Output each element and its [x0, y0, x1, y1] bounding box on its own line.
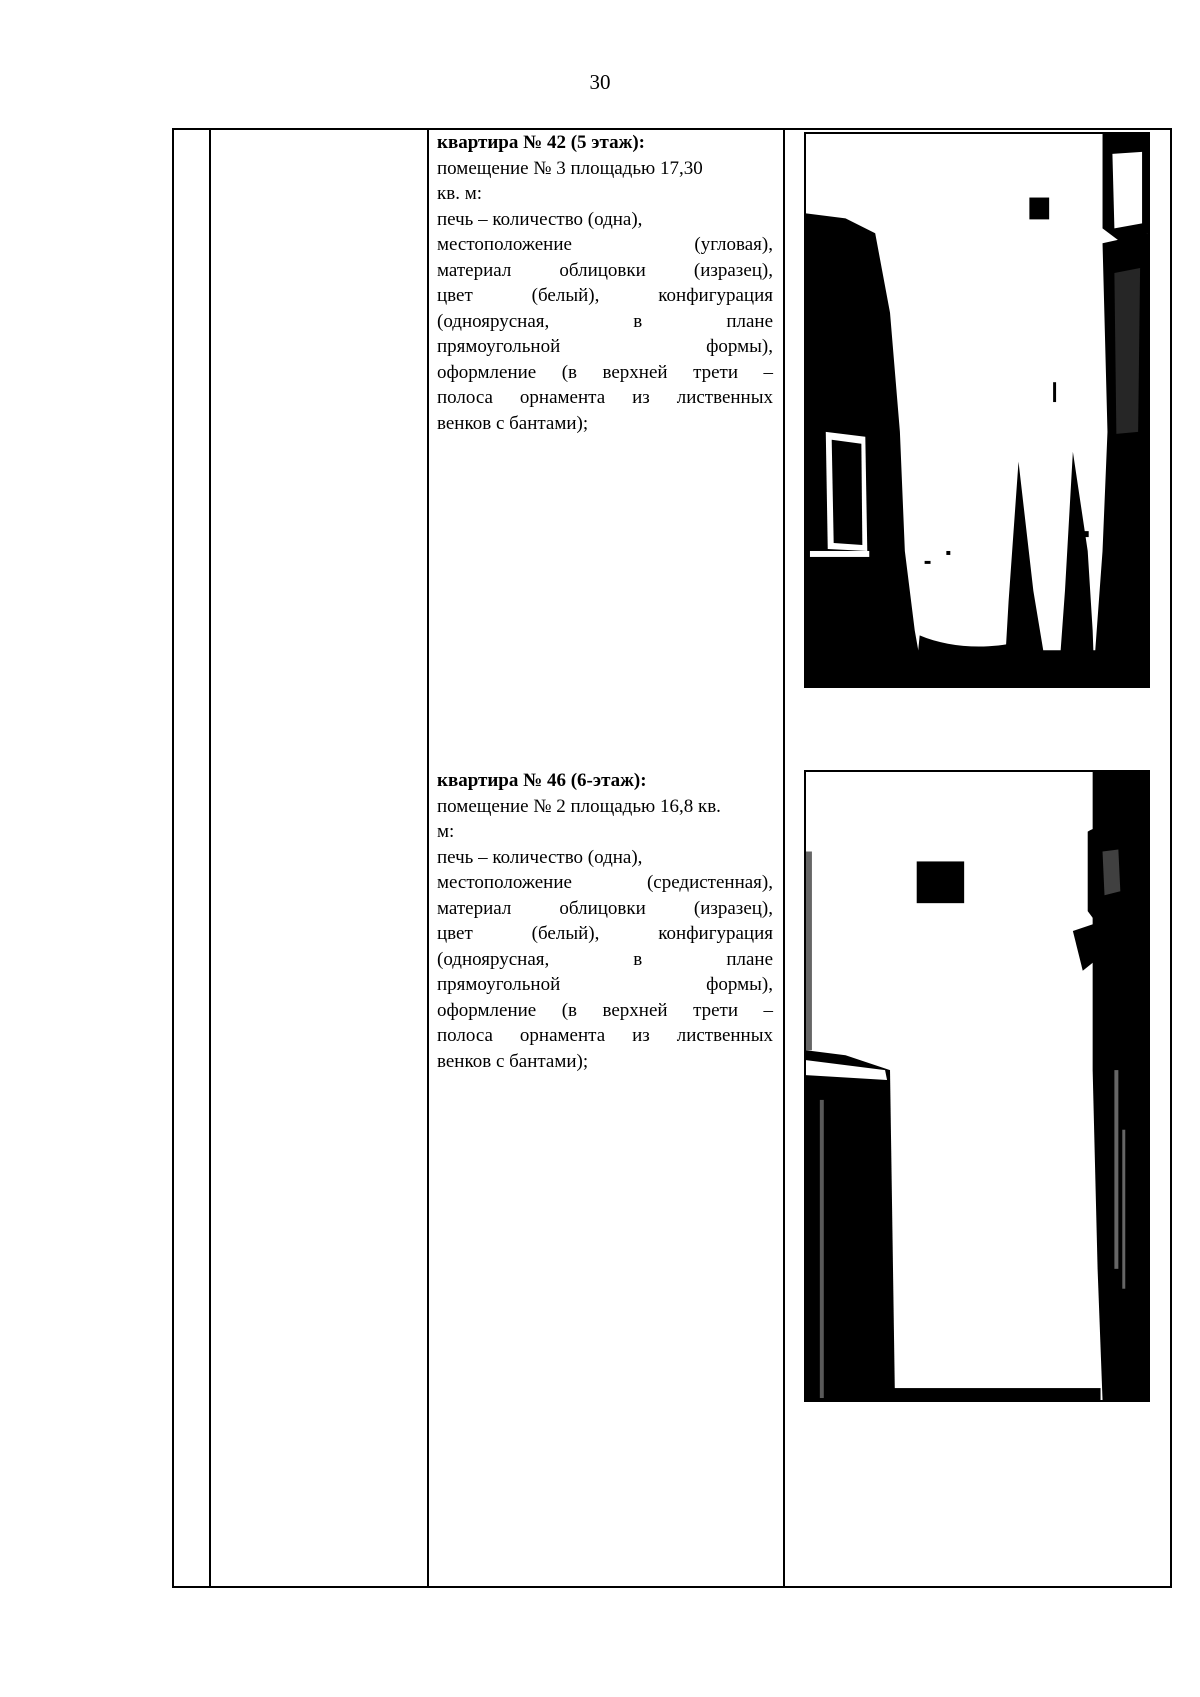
entry-line: материал облицовки (изразец),	[437, 259, 773, 281]
entry-line: (одноярусная, в плане	[437, 948, 773, 970]
entry-line: материал облицовки (изразец),	[437, 897, 773, 919]
page-number: 30	[589, 70, 611, 94]
entry-line: печь – количество (одна),	[437, 846, 643, 868]
stove-photo-apartment-46	[804, 770, 1150, 1402]
table-divider-1	[209, 128, 211, 1588]
entry-line: прямоугольной формы),	[437, 336, 773, 357]
entry-line: прямоугольной формы),	[437, 974, 773, 995]
entry-line: местоположение (угловая),	[437, 234, 773, 255]
entry-line: помещение № 2 площадью 16,8 кв.	[437, 795, 721, 817]
stove-photo-image	[806, 772, 1148, 1400]
entry-line: полоса орнамента из лиственных	[437, 1025, 773, 1046]
table-divider-2	[427, 128, 429, 1588]
stove-photo-image	[806, 134, 1148, 686]
entry-line: цвет (белый), конфигурация	[437, 285, 773, 306]
stove-photo-apartment-42	[804, 132, 1150, 688]
entry-line: кв. м:	[437, 183, 483, 204]
entry-line: венков с бантами);	[437, 1050, 589, 1072]
entry-line: оформление (в верхней трети –	[437, 999, 773, 1021]
entry-line: цвет (белый), конфигурация	[437, 923, 773, 944]
entry-line: печь – количество (одна),	[437, 208, 643, 230]
entry-line: помещение № 3 площадью 17,30	[437, 157, 703, 179]
table-divider-3	[783, 128, 785, 1588]
stove-entry-apartment-42	[437, 130, 773, 436]
entry-line: м:	[437, 821, 455, 842]
entry-line: полоса орнамента из лиственных	[437, 387, 773, 408]
entry-line: (одноярусная, в плане	[437, 310, 773, 332]
entry-heading: квартира № 42 (5 этаж):	[437, 132, 645, 153]
stove-entry-apartment-46	[437, 768, 773, 1074]
entry-heading: квартира № 46 (6-этаж):	[437, 770, 647, 791]
entry-line: местоположение (средистенная),	[437, 872, 773, 893]
entry-line: оформление (в верхней трети –	[437, 361, 773, 383]
entry-line: венков с бантами);	[437, 412, 589, 434]
